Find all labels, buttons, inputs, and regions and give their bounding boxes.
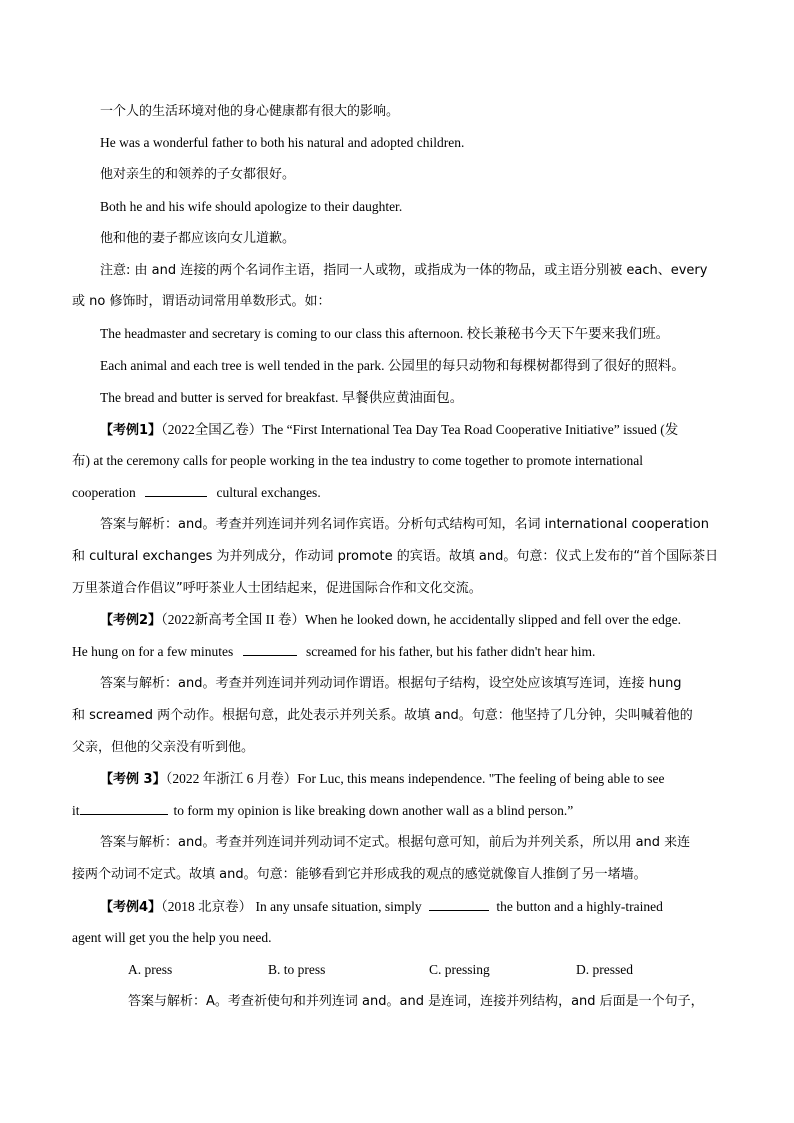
text-line: 他和他的妻子都应该向女儿道歉。 — [100, 231, 296, 246]
question-text: cultural exchanges. — [216, 485, 321, 500]
answer-explanation: 父亲，但他的父亲没有听到他。 — [72, 740, 255, 755]
text-line: He was a wonderful father to both his natural and adopted children. — [100, 135, 465, 150]
question-text: it — [72, 803, 80, 818]
text-line: Both he and his wife should apologize to their daughter. — [100, 199, 403, 214]
answer-explanation: 答案与解析：A。考查祈使句和并列连词 and。and 是连词，连接并列结构，and 后面是一个句子， — [128, 994, 704, 1009]
question-text: （2022全国乙卷）The “First International Tea Day Tea Road Cooperative Initiative” issued (发 — [161, 422, 679, 437]
text-line: 一个人的生活环境对他的身心健康都有很大的影响。 — [100, 104, 400, 119]
question-text: to form my opinion is like breaking down another wall as a blind person.” — [173, 803, 574, 818]
option-d: D. pressed — [576, 962, 633, 977]
example-sentence: The headmaster and secretary is coming to our class this afternoon. 校长兼秘书今天下午要来我们班。 — [100, 326, 670, 341]
answer-blank — [80, 802, 168, 815]
example-tag: 【考例 3】 — [100, 772, 166, 787]
question-text: agent will get you the help you need. — [72, 930, 272, 945]
example-tag: 【考例4】 — [100, 900, 162, 915]
note-line: 注意: 由 and 连接的两个名词作主语，指同一人或物，或指成为一体的物品，或主语分别被 each、every — [100, 263, 708, 278]
exam-example-3 — [100, 770, 664, 789]
option-c: C. pressing — [429, 962, 490, 977]
question-text: the button and a highly-trained — [496, 899, 663, 914]
text-line: 他对亲生的和领养的子女都很好。 — [100, 167, 296, 182]
question-line — [72, 802, 573, 820]
question-text: He hung on for a few minutes — [72, 644, 234, 659]
answer-explanation: 接两个动词不定式。故填 and。句意：能够看到它并形成我的观点的感觉就像盲人推倒了另一堵墙。 — [72, 867, 647, 882]
answer-explanation: 万里茶道合作倡议”呼吁茶业人士团结起来，促进国际合作和文化交流。 — [72, 581, 482, 596]
question-text: （2022新高考全国 II 卷）When he looked down, he accidentally slipped and fell over the edge. — [161, 612, 682, 627]
answer-explanation: 答案与解析：and。考查并列连词并列动词作谓语。根据句子结构，设空处应该填写连词，连接 hung — [100, 676, 682, 691]
option-b: B. to press — [268, 962, 326, 977]
answer-explanation: 答案与解析：and。考查并列连词并列名词作宾语。分析句式结构可知，名词 international cooperation — [100, 517, 709, 532]
answer-blank — [429, 898, 489, 911]
exam-example-4 — [100, 898, 663, 917]
question-text: 布) at the ceremony calls for people working in the tea industry to come together to promote international — [72, 453, 643, 468]
example-tag: 【考例2】 — [100, 613, 162, 628]
question-text: cooperation — [72, 485, 136, 500]
example-sentence: Each animal and each tree is well tended in the park. 公园里的每只动物和每棵树都得到了很好的照料。 — [100, 358, 685, 373]
note-line: 或 no 修饰时，谓语动词常用单数形式。如： — [72, 294, 331, 309]
answer-explanation: 答案与解析：and。考查并列连词并列动词不定式。根据句意可知，前后为并列关系，所以用 and 来连 — [100, 835, 691, 850]
example-tag: 【考例1】 — [100, 423, 162, 438]
example-sentence: The bread and butter is served for breakfast. 早餐供应黄油面包。 — [100, 390, 464, 405]
exam-example-2 — [100, 611, 681, 630]
exam-example-1 — [100, 421, 678, 440]
question-line — [72, 484, 321, 502]
question-text: screamed for his father, but his father didn't hear him. — [305, 644, 596, 659]
answer-blank — [243, 643, 297, 656]
answer-explanation: 和 screamed 两个动作。根据句意，此处表示并列关系。故填 and。句意：他坚持了几分钟，尖叫喊着他的 — [72, 708, 693, 723]
option-a: A. press — [128, 962, 173, 977]
answer-explanation: 和 cultural exchanges 为并列成分，作动词 promote 的宾语。故填 and。句意：仪式上发布的“首个国际茶日 — [72, 549, 719, 564]
question-line — [72, 643, 595, 661]
question-text: （2018 北京卷） In any unsafe situation, simply — [161, 899, 422, 914]
question-text: （2022 年浙江 6 月卷）For Luc, this means independence. "The feeling of being able to see — [165, 771, 665, 786]
answer-blank — [145, 484, 207, 497]
